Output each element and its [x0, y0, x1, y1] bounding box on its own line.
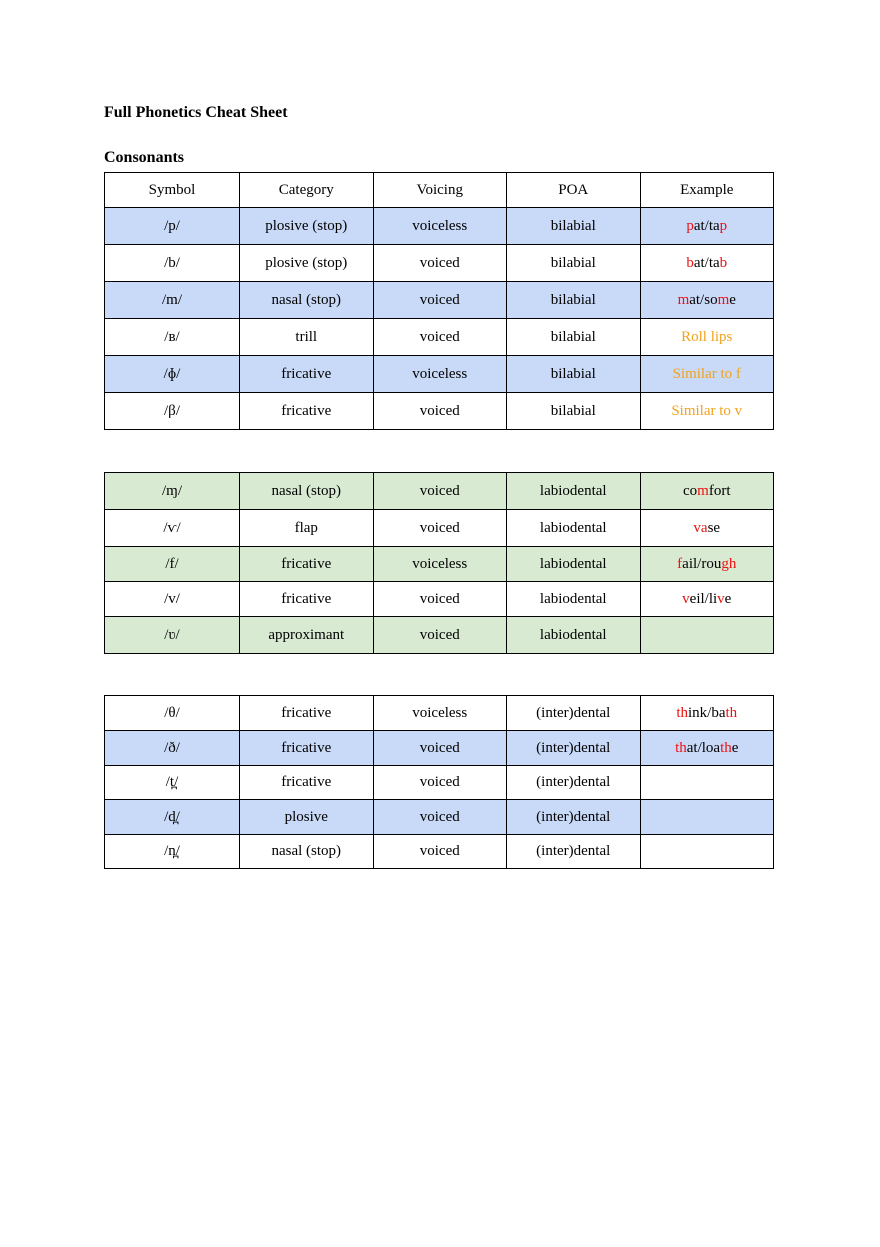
category-cell: fricative: [240, 582, 374, 617]
poa-cell: (inter)dental: [507, 835, 641, 869]
example-highlight: b: [686, 254, 694, 271]
header-voicing: Voicing: [373, 173, 507, 208]
voicing-cell: voiced: [373, 835, 507, 869]
symbol-cell: /β/: [105, 393, 240, 430]
poa-cell: bilabial: [507, 282, 641, 319]
example-text: fort: [708, 482, 731, 499]
poa-cell: (inter)dental: [507, 696, 641, 731]
dental-table: [104, 695, 774, 869]
example-text: e: [731, 739, 739, 756]
example-highlight: v: [682, 590, 690, 607]
example-cell: [640, 582, 774, 617]
voicing-cell: voiced: [373, 245, 507, 282]
example-cell: [640, 393, 774, 430]
example-note: Similar to v: [671, 402, 743, 419]
category-cell: fricative: [240, 356, 374, 393]
header-example: Example: [640, 173, 774, 208]
example-highlight: m: [677, 291, 690, 308]
example-cell: [640, 510, 774, 547]
table-row: [105, 617, 774, 654]
category-cell: fricative: [240, 696, 374, 731]
example-text: at/so: [689, 291, 718, 308]
voicing-cell: voiceless: [373, 208, 507, 245]
symbol-cell: /d̪/: [105, 800, 240, 835]
symbol-cell: /v/: [105, 582, 240, 617]
poa-cell: labiodental: [507, 582, 641, 617]
category-cell: nasal (stop): [240, 835, 374, 869]
symbol-cell: /ɸ/: [105, 356, 240, 393]
symbol-cell: /m/: [105, 282, 240, 319]
symbol-cell: /ð/: [105, 731, 240, 766]
example-highlight: p: [686, 217, 694, 234]
table-row: [105, 582, 774, 617]
table-row: [105, 245, 774, 282]
page-title: Full Phonetics Cheat Sheet: [104, 104, 288, 121]
example-note: Similar to f: [672, 365, 741, 382]
poa-cell: bilabial: [507, 393, 641, 430]
example-cell: [640, 319, 774, 356]
example-cell: [640, 696, 774, 731]
header-poa: POA: [507, 173, 641, 208]
category-cell: plosive: [240, 800, 374, 835]
example-cell: [640, 617, 774, 654]
symbol-cell: /ɱ/: [105, 473, 240, 510]
labiodental-table: [104, 472, 774, 654]
example-highlight: b: [719, 254, 728, 271]
voicing-cell: voiced: [373, 617, 507, 654]
example-cell: [640, 547, 774, 582]
table-row: [105, 696, 774, 731]
table-row: [105, 547, 774, 582]
table-row: [105, 208, 774, 245]
category-cell: flap: [240, 510, 374, 547]
voicing-cell: voiced: [373, 282, 507, 319]
category-cell: nasal (stop): [240, 473, 374, 510]
symbol-cell: /t̪/: [105, 766, 240, 800]
example-highlight: p: [719, 217, 728, 234]
example-cell: [640, 245, 774, 282]
example-text: ink/ba: [688, 704, 726, 721]
category-cell: nasal (stop): [240, 282, 374, 319]
category-cell: plosive (stop): [240, 245, 374, 282]
example-highlight: th: [675, 739, 687, 756]
example-cell: [640, 800, 774, 835]
symbol-cell: /ⱱ/: [105, 510, 240, 547]
example-cell: [640, 731, 774, 766]
header-symbol: Symbol: [105, 173, 240, 208]
poa-cell: (inter)dental: [507, 731, 641, 766]
example-highlight: m: [717, 291, 730, 308]
poa-cell: bilabial: [507, 208, 641, 245]
category-cell: approximant: [240, 617, 374, 654]
voicing-cell: voiced: [373, 473, 507, 510]
voicing-cell: voiceless: [373, 356, 507, 393]
symbol-cell: /ʋ/: [105, 617, 240, 654]
category-cell: fricative: [240, 731, 374, 766]
poa-cell: labiodental: [507, 547, 641, 582]
example-cell: [640, 282, 774, 319]
example-highlight: th: [725, 704, 738, 721]
example-cell: [640, 835, 774, 869]
table-row: [105, 731, 774, 766]
table-row: [105, 766, 774, 800]
section-heading-consonants: Consonants: [104, 149, 185, 166]
voicing-cell: voiceless: [373, 696, 507, 731]
poa-cell: (inter)dental: [507, 800, 641, 835]
symbol-cell: /f/: [105, 547, 240, 582]
voicing-cell: voiced: [373, 319, 507, 356]
table-row: [105, 393, 774, 430]
example-text: co: [682, 482, 698, 499]
category-cell: fricative: [240, 393, 374, 430]
symbol-cell: /b/: [105, 245, 240, 282]
example-cell: [640, 356, 774, 393]
example-highlight: th: [676, 704, 688, 721]
poa-cell: bilabial: [507, 356, 641, 393]
table-row: [105, 473, 774, 510]
poa-cell: labiodental: [507, 617, 641, 654]
example-note: Roll lips: [681, 328, 733, 345]
table-row: [105, 319, 774, 356]
table-row: [105, 510, 774, 547]
symbol-cell: /θ/: [105, 696, 240, 731]
voicing-cell: voiced: [373, 766, 507, 800]
table-row: [105, 282, 774, 319]
example-text: eil/li: [689, 590, 718, 607]
poa-cell: (inter)dental: [507, 766, 641, 800]
category-cell: plosive (stop): [240, 208, 374, 245]
example-text: at/ta: [693, 254, 720, 271]
header-row: [105, 173, 774, 208]
voicing-cell: voiceless: [373, 547, 507, 582]
example-text: at/loa: [686, 739, 721, 756]
voicing-cell: voiced: [373, 731, 507, 766]
poa-cell: labiodental: [507, 510, 641, 547]
example-cell: [640, 766, 774, 800]
poa-cell: bilabial: [507, 245, 641, 282]
poa-cell: labiodental: [507, 473, 641, 510]
table-row: [105, 800, 774, 835]
voicing-cell: voiced: [373, 393, 507, 430]
example-text: at/ta: [693, 217, 720, 234]
table-row: [105, 356, 774, 393]
voicing-cell: voiced: [373, 582, 507, 617]
example-highlight: gh: [721, 555, 737, 572]
category-cell: fricative: [240, 766, 374, 800]
poa-cell: bilabial: [507, 319, 641, 356]
example-highlight: v: [717, 590, 725, 607]
example-highlight: f: [677, 555, 683, 572]
example-text: e: [729, 291, 736, 308]
example-highlight: th: [720, 739, 732, 756]
symbol-cell: /ʙ/: [105, 319, 240, 356]
example-text: se: [707, 519, 721, 536]
example-cell: [640, 208, 774, 245]
symbol-cell: /n̪/: [105, 835, 240, 869]
voicing-cell: voiced: [373, 800, 507, 835]
example-text: ail/rou: [682, 555, 722, 572]
symbol-cell: /p/: [105, 208, 240, 245]
example-highlight: va: [693, 519, 708, 536]
example-highlight: m: [697, 482, 709, 499]
header-category: Category: [240, 173, 374, 208]
table-row: [105, 835, 774, 869]
category-cell: trill: [240, 319, 374, 356]
voicing-cell: voiced: [373, 510, 507, 547]
example-text: e: [724, 590, 732, 607]
bilabial-table: [104, 172, 774, 430]
example-cell: [640, 473, 774, 510]
category-cell: fricative: [240, 547, 374, 582]
